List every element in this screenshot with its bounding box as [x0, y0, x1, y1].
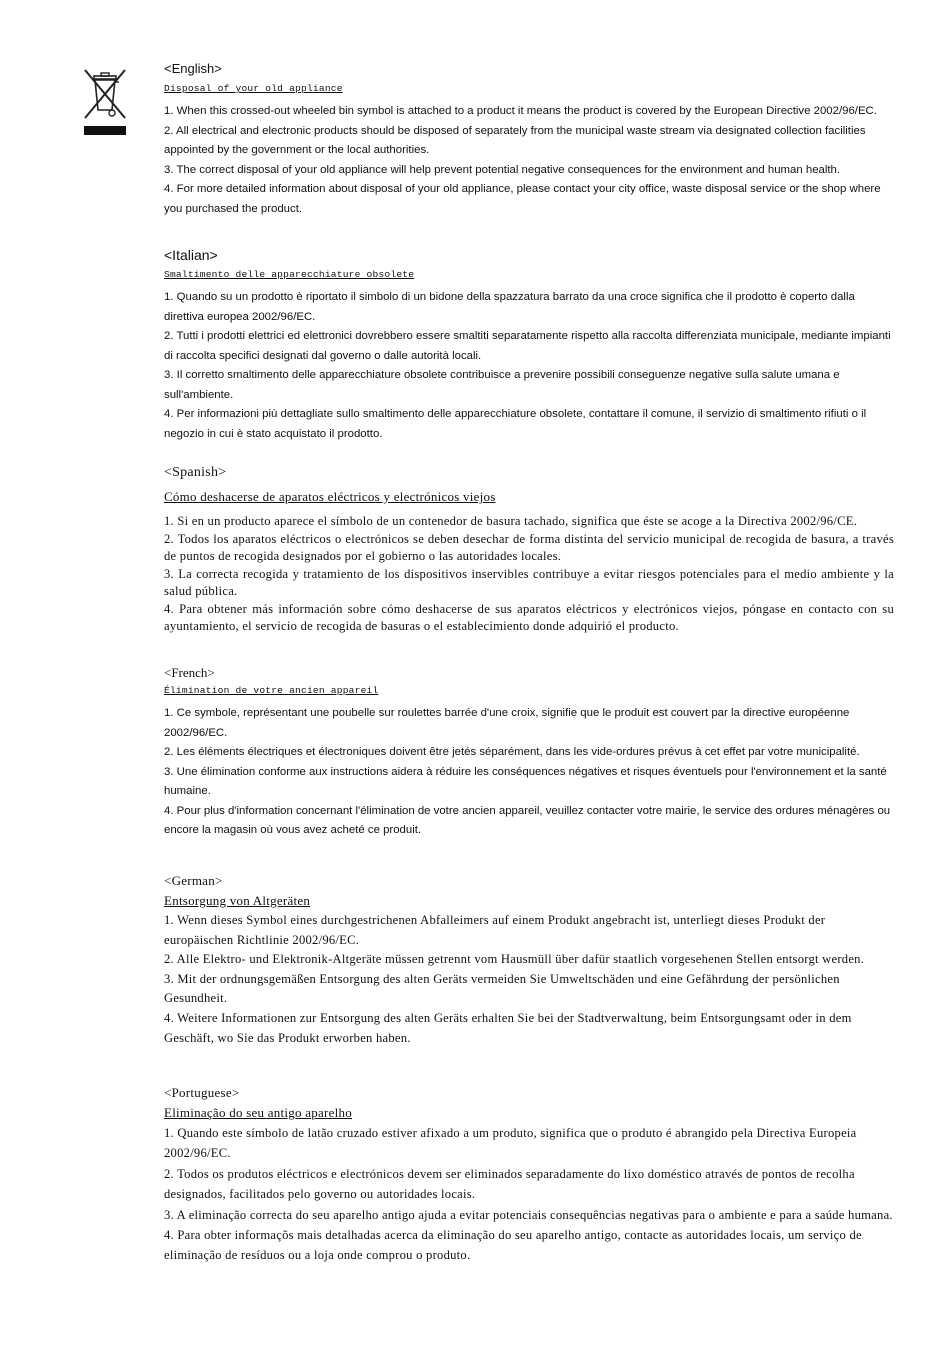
list-item: 2. Alle Elektro- und Elektronik-Altgeräte müssen getrennt vom Hausmüll über dafür staatlich vorgesehenen Stellen entsorgt werden. — [164, 952, 865, 967]
list-item: 4. Pour plus d'information concernant l'élimination de votre ancien appareil, veuillez contacter votre mairie, le service des ordures ménagères ou encore la magasin où vous avez acheté ce produit. — [164, 804, 891, 836]
crossed-out-wheeled-bin-icon — [82, 66, 128, 136]
list-item: 1. Si en un producto aparece el símbolo de un contenedor de basura tachado, significa que éste se acoge a la Directiva 2002/96/CE. — [164, 514, 858, 528]
list-item: 4. Para obter informaçõs mais detalhadas acerca da eliminação do seu aparelho antigo, contacte as autoridades locais, um serviço de eliminação de resíduos ou a loja onde comprou o produto. — [164, 1228, 862, 1263]
list-item: 4. Para obtener más información sobre cómo deshacerse de sus aparatos eléctricos y electrónicos viejos, póngase en contacto con su ayuntamiento, el servicio de recogida de basuras o el establecimiento donde adquirió el producto. — [164, 601, 894, 633]
list-item: 2. Todos os produtos eléctricos e electrónicos devem ser eliminados separadamente do lixo doméstico através de pontos de recolha designados, facilitados pelo governo ou autoridades locais. — [164, 1166, 855, 1202]
section-english — [164, 60, 894, 219]
list-item: 4. Weitere Informationen zur Entsorgung des alten Geräts erhalten Sie bei der Stadtverwaltung, beim Entsorgungsamt oder in dem Geschäft, wo Sie das Produkt erworben haben. — [164, 1010, 852, 1045]
section-german — [164, 872, 894, 1048]
list-item: 3. La correcta recogida y tratamiento de los dispositivos inservibles contribuye a evitar riesgos potenciales para el medio ambiente y la salud pública. — [164, 566, 894, 598]
language-heading: <Portuguese> — [164, 1085, 240, 1100]
section-subtitle: Eliminação do seu antigo aparelho — [164, 1105, 353, 1120]
list-item: 4. For more detailed information about disposal of your old appliance, please contact your city office, waste disposal service or the shop where you purchased the product. — [164, 183, 881, 215]
list-item: 3. A eliminação correcta do seu aparelho antigo ajuda a evitar potenciais consequências negativas para o ambiente e para a saúde humana. — [164, 1207, 893, 1222]
section-spanish — [164, 464, 894, 636]
list-item: 3. Mit der ordnungsgemäßen Entsorgung des alten Geräts vermeiden Sie Umweltschäden und eine Gefährdung der persönlichen Gesundheit. — [164, 971, 840, 1006]
section-french — [164, 664, 894, 841]
list-item: 3. The correct disposal of your old appliance will help prevent potential negative consequences for the environment and human health. — [164, 163, 841, 176]
language-heading: <Spanish> — [164, 465, 227, 480]
list-item: 2. Tutti i prodotti elettrici ed elettronici dovrebbero essere smaltiti separatamente rispetto alla raccolta differenziata municipale, mediante impianti di raccolta specifici designati dal governo o dalle autorità locali. — [164, 330, 891, 362]
section-subtitle: Disposal of your old appliance — [164, 83, 343, 94]
list-item: 1. Quando su un prodotto è riportato il simbolo di un bidone della spazzatura barrato da una croce significa che il prodotto è coperto dalla direttiva europea 2002/96/EC. — [164, 291, 855, 323]
list-item: 2. All electrical and electronic products should be disposed of separately from the municipal waste stream via designated collection facilities appointed by the government or the local authorities. — [164, 124, 866, 156]
list-item: 1. When this crossed-out wheeled bin symbol is attached to a product it means the product is covered by the European Directive 2002/96/EC. — [164, 105, 877, 117]
section-subtitle: Entsorgung von Altgeräten — [164, 893, 311, 908]
language-heading: <Italian> — [164, 247, 218, 263]
section-subtitle: Élimination de votre ancien appareil — [164, 685, 379, 696]
language-heading: <English> — [164, 61, 222, 76]
language-heading: <French> — [164, 665, 215, 680]
language-heading: <German> — [164, 873, 223, 888]
section-subtitle: Cómo deshacerse de aparatos eléctricos y electrónicos viejos — [164, 489, 496, 504]
section-italian — [164, 246, 894, 444]
list-item: 3. Il corretto smaltimento delle apparecchiature obsolete contribuisce a prevenire possibili conseguenze negative sulla salute umana e sull'ambiente. — [164, 369, 840, 401]
section-portuguese — [164, 1084, 894, 1266]
list-item: 2. Les éléments électriques et électroniques doivent être jetés séparément, dans les vide-ordures prévus à cet effet par votre municipalité. — [164, 746, 860, 758]
list-item: 2. Todos los aparatos eléctricos o electrónicos se deben desechar de forma distinta del servicio municipal de recogida de basura, a través de puntos de recogida designados por el gobierno o las autoridades locales. — [164, 531, 894, 563]
list-item: 3. Une élimination conforme aux instructions aidera à réduire les conséquences négatives et risques éventuels pour l'environnement et la santé humaine. — [164, 765, 887, 797]
list-item: 4. Per informazioni più dettagliate sullo smaltimento delle apparecchiature obsolete, contattare il comune, il servizio di smaltimento rifiuti o il negozio in cui è stato acquistato il prodotto. — [164, 408, 867, 440]
list-item: 1. Wenn dieses Symbol eines durchgestrichenen Abfalleimers auf einem Produkt angebracht ist, unterliegt dieses Produkt der europäischen Richtlinie 2002/96/EC. — [164, 913, 826, 947]
section-subtitle: Smaltimento delle apparecchiature obsolete — [164, 269, 415, 280]
list-item: 1. Quando este símbolo de latão cruzado estiver afixado a um produto, significa que o produto é abrangido pela Directiva Europeia 2002/96/EC. — [164, 1126, 857, 1161]
list-item: 1. Ce symbole, représentant une poubelle sur roulettes barrée d'une croix, signifie que le produit est couvert par la directive européenne 2002/96/EC. — [164, 707, 850, 739]
